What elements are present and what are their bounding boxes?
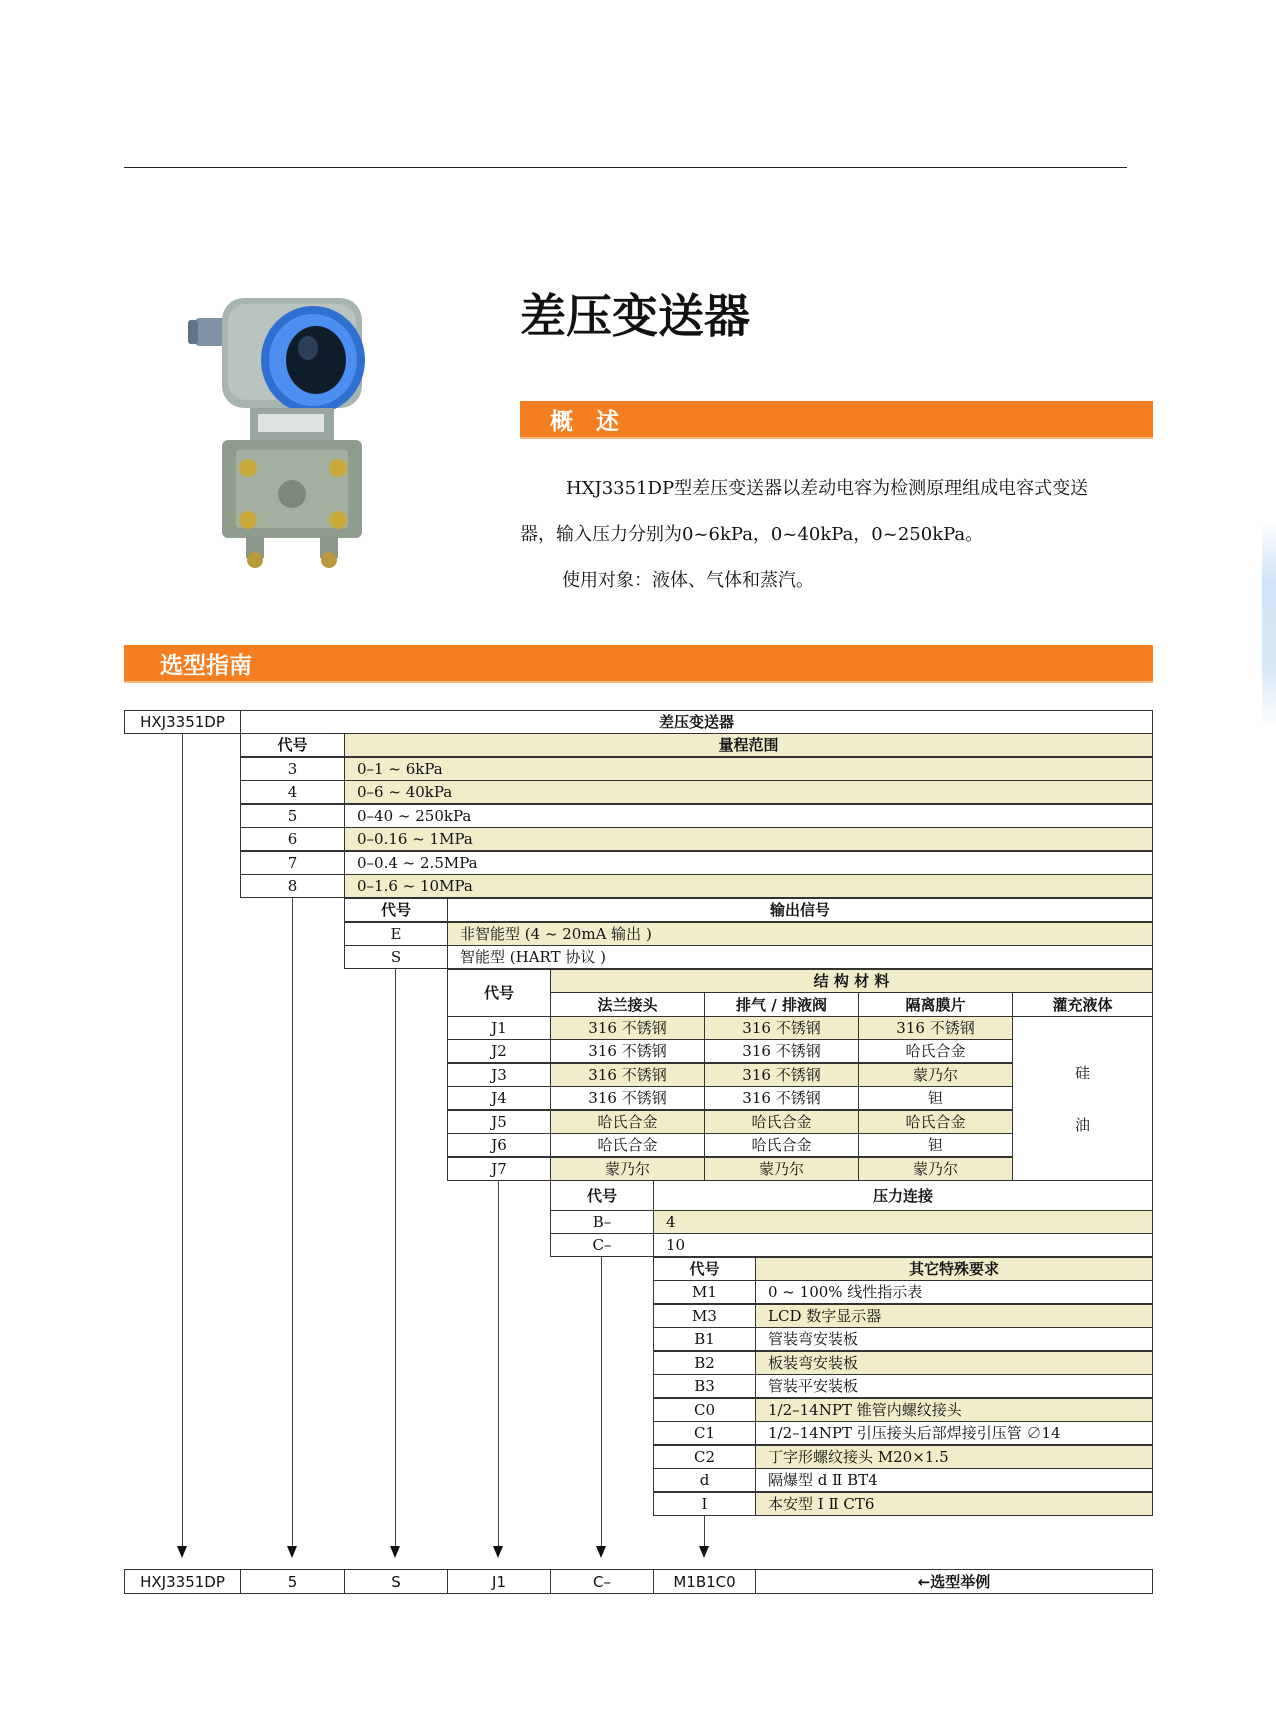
material-diaphragm-cell: 哈氏合金 bbox=[858, 1110, 1013, 1134]
arrow-down-icon bbox=[177, 1546, 187, 1558]
material-diaphragm-cell: 蒙乃尔 bbox=[858, 1157, 1013, 1181]
material-code-cell: J2 bbox=[447, 1039, 551, 1063]
material-code-cell: J6 bbox=[447, 1133, 551, 1157]
material-valve-cell: 316 不锈钢 bbox=[704, 1063, 859, 1087]
special-code-cell: C0 bbox=[653, 1398, 756, 1422]
example-output-cell: S bbox=[344, 1569, 448, 1594]
material-valve-cell: 哈氏合金 bbox=[704, 1110, 859, 1134]
range-desc-cell: 0–1 ~ 6kPa bbox=[344, 757, 1153, 781]
special-header: 其它特殊要求 bbox=[755, 1257, 1153, 1281]
material-flange-cell: 316 不锈钢 bbox=[550, 1039, 705, 1063]
output-code-cell: S bbox=[344, 945, 448, 969]
special-code-cell: B1 bbox=[653, 1327, 756, 1351]
overview-usage-line: 使用对象：液体、气体和蒸汽。 bbox=[562, 570, 814, 591]
range-code-cell: 5 bbox=[240, 804, 345, 828]
fill-liquid-char: 油 bbox=[1074, 1115, 1090, 1134]
special-desc-cell: 板装弯安装板 bbox=[755, 1351, 1153, 1375]
material-flange-cell: 哈氏合金 bbox=[550, 1110, 705, 1134]
material-col-flange: 法兰接头 bbox=[550, 992, 705, 1017]
output-desc-cell: 智能型 (HART 协议 ) bbox=[447, 945, 1153, 969]
overview-text-line: HXJ3351DP型差压变送器以差动电容为检测原理组成电容式变送 bbox=[566, 478, 1089, 499]
material-diaphragm-cell: 316 不锈钢 bbox=[858, 1016, 1013, 1040]
material-diaphragm-cell: 哈氏合金 bbox=[858, 1039, 1013, 1063]
special-desc-cell: 管装弯安装板 bbox=[755, 1327, 1153, 1351]
material-valve-cell: 哈氏合金 bbox=[704, 1133, 859, 1157]
material-code-cell: J4 bbox=[447, 1086, 551, 1110]
fill-liquid-cell bbox=[1012, 1016, 1153, 1181]
output-header: 输出信号 bbox=[447, 898, 1153, 922]
fill-liquid-char: 硅 bbox=[1074, 1063, 1090, 1082]
example-range-cell: 5 bbox=[240, 1569, 345, 1594]
special-code-cell: M3 bbox=[653, 1304, 756, 1328]
range-code-cell: 4 bbox=[240, 780, 345, 804]
material-diaphragm-cell: 钽 bbox=[858, 1086, 1013, 1110]
range-desc-cell: 0–1.6 ~ 10MPa bbox=[344, 874, 1153, 898]
example-material-cell: J1 bbox=[447, 1569, 551, 1594]
header-rule bbox=[124, 167, 1127, 168]
material-flange-cell: 316 不锈钢 bbox=[550, 1063, 705, 1087]
material-code-cell: J3 bbox=[447, 1063, 551, 1087]
arrow-down-icon bbox=[493, 1546, 503, 1558]
range-header: 量程范围 bbox=[344, 733, 1153, 757]
connector-line bbox=[601, 1257, 602, 1546]
arrow-down-icon bbox=[699, 1546, 709, 1558]
special-desc-cell: 1/2–14NPT 锥管内螺纹接头 bbox=[755, 1398, 1153, 1422]
material-flange-cell: 316 不锈钢 bbox=[550, 1086, 705, 1110]
example-label-cell: ←选型举例 bbox=[755, 1569, 1153, 1594]
material-flange-cell: 316 不锈钢 bbox=[550, 1016, 705, 1040]
material-flange-cell: 蒙乃尔 bbox=[550, 1157, 705, 1181]
connector-line bbox=[498, 1181, 499, 1546]
special-code-cell: B3 bbox=[653, 1374, 756, 1398]
material-col-valve: 排气 / 排液阀 bbox=[704, 992, 859, 1017]
range-desc-cell: 0–6 ~ 40kPa bbox=[344, 780, 1153, 804]
range-code-cell: 3 bbox=[240, 757, 345, 781]
range-desc-cell: 0–0.4 ~ 2.5MPa bbox=[344, 851, 1153, 875]
connector-line bbox=[292, 898, 293, 1546]
product-photo bbox=[188, 298, 388, 578]
range-code-cell: 7 bbox=[240, 851, 345, 875]
range-code-cell: 8 bbox=[240, 874, 345, 898]
special-desc-cell: LCD 数字显示器 bbox=[755, 1304, 1153, 1328]
special-code-cell: B2 bbox=[653, 1351, 756, 1375]
special-code-cell: C2 bbox=[653, 1445, 756, 1469]
special-desc-cell: 隔爆型 d Ⅱ BT4 bbox=[755, 1468, 1153, 1492]
material-valve-cell: 316 不锈钢 bbox=[704, 1039, 859, 1063]
arrow-down-icon bbox=[287, 1546, 297, 1558]
example-special-cell: M1B1C0 bbox=[653, 1569, 756, 1594]
pressure-code-header: 代号 bbox=[550, 1180, 654, 1211]
material-code-header: 代号 bbox=[447, 969, 551, 1017]
special-code-header: 代号 bbox=[653, 1257, 756, 1281]
special-code-cell: d bbox=[653, 1468, 756, 1492]
pressure-code-cell: B– bbox=[550, 1210, 654, 1234]
page-edge-decoration bbox=[1262, 520, 1276, 730]
pressure-header: 压力连接 bbox=[653, 1180, 1153, 1211]
range-code-cell: 6 bbox=[240, 827, 345, 851]
example-pressure-cell: C– bbox=[550, 1569, 654, 1594]
material-valve-cell: 蒙乃尔 bbox=[704, 1157, 859, 1181]
material-valve-cell: 316 不锈钢 bbox=[704, 1086, 859, 1110]
special-desc-cell: 本安型 I Ⅱ CT6 bbox=[755, 1492, 1153, 1516]
material-header: 结 构 材 料 bbox=[550, 969, 1153, 993]
pressure-code-cell: C– bbox=[550, 1233, 654, 1257]
special-code-cell: M1 bbox=[653, 1280, 756, 1304]
material-col-diaphragm: 隔离膜片 bbox=[858, 992, 1013, 1017]
material-code-cell: J1 bbox=[447, 1016, 551, 1040]
page-title: 差压变送器 bbox=[520, 289, 750, 343]
arrow-down-icon bbox=[390, 1546, 400, 1558]
overview-text-line: 器，输入压力分别为0~6kPa，0~40kPa，0~250kPa。 bbox=[520, 524, 984, 545]
pressure-desc-cell: 4 bbox=[653, 1210, 1153, 1234]
special-code-cell: I bbox=[653, 1492, 756, 1516]
pressure-desc-cell: 10 bbox=[653, 1233, 1153, 1257]
arrow-down-icon bbox=[596, 1546, 606, 1558]
model-code-cell: HXJ3351DP bbox=[124, 710, 241, 734]
range-desc-cell: 0–0.16 ~ 1MPa bbox=[344, 827, 1153, 851]
special-code-cell: C1 bbox=[653, 1421, 756, 1445]
example-model-cell: HXJ3351DP bbox=[124, 1569, 241, 1594]
material-diaphragm-cell: 蒙乃尔 bbox=[858, 1063, 1013, 1087]
connector-line bbox=[704, 1516, 705, 1546]
material-code-cell: J7 bbox=[447, 1157, 551, 1181]
overview-heading: 概 述 bbox=[520, 401, 1153, 439]
material-col-fill: 灌充液体 bbox=[1012, 992, 1153, 1017]
special-desc-cell: 管装平安装板 bbox=[755, 1374, 1153, 1398]
special-desc-cell: 0 ~ 100% 线性指示表 bbox=[755, 1280, 1153, 1304]
special-desc-cell: 丁字形螺纹接头 M20×1.5 bbox=[755, 1445, 1153, 1469]
selection-guide-heading: 选型指南 bbox=[124, 645, 1153, 683]
model-desc-cell: 差压变送器 bbox=[240, 710, 1153, 734]
range-code-header: 代号 bbox=[240, 733, 345, 757]
output-code-cell: E bbox=[344, 922, 448, 946]
material-flange-cell: 哈氏合金 bbox=[550, 1133, 705, 1157]
output-code-header: 代号 bbox=[344, 898, 448, 922]
special-desc-cell: 1/2–14NPT 引压接头后部焊接引压管 ∅14 bbox=[755, 1421, 1153, 1445]
connector-line bbox=[182, 734, 183, 1546]
material-diaphragm-cell: 钽 bbox=[858, 1133, 1013, 1157]
range-desc-cell: 0–40 ~ 250kPa bbox=[344, 804, 1153, 828]
connector-line bbox=[395, 969, 396, 1546]
output-desc-cell: 非智能型 (4 ~ 20mA 输出 ) bbox=[447, 922, 1153, 946]
material-code-cell: J5 bbox=[447, 1110, 551, 1134]
material-valve-cell: 316 不锈钢 bbox=[704, 1016, 859, 1040]
